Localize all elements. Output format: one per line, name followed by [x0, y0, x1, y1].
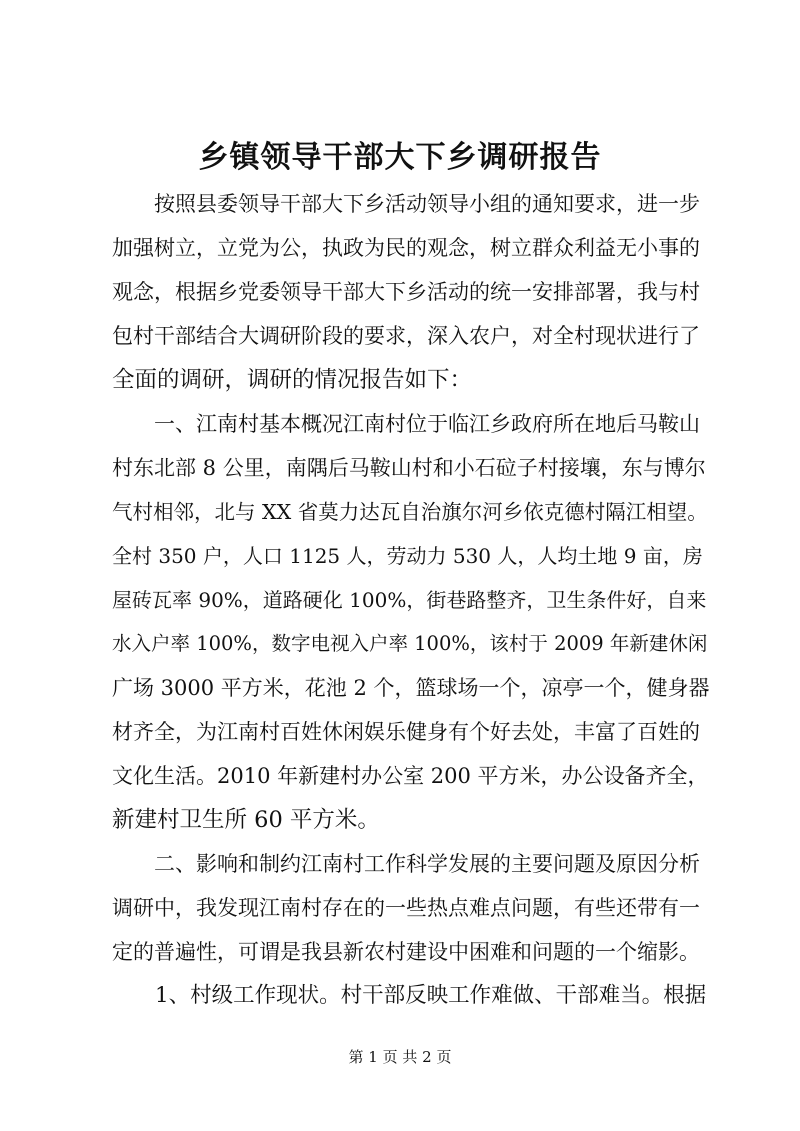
body-line: 二、影响和制约江南村工作科学发展的主要问题及原因分析 [112, 852, 700, 876]
body-line: 文化生活。2010 年新建村办公室 200 平方米，办公设备齐全， [112, 764, 709, 788]
document-title: 乡镇领导干部大下乡调研报告 [198, 140, 602, 175]
body-line: 新建村卫生所 60 平方米。 [112, 807, 380, 833]
body-line: 村东北部 8 公里，南隅后马鞍山村和小石砬子村接壤，东与博尔 [112, 456, 706, 480]
body-line: 包村干部结合大调研阶段的要求，深入农户，对全村现状进行了 [112, 324, 700, 348]
body-line: 1、村级工作现状。村干部反映工作难做、干部难当。根据 [112, 983, 707, 1008]
body-line: 水入户率 100%，数字电视入户率 100%，该村于 2009 年新建休闲 [112, 632, 708, 655]
body-line: 一、江南村基本概况江南村位于临江乡政府所在地后马鞍山 [112, 412, 700, 436]
body-line: 广场 3000 平方米，花池 2 个，篮球场一个，凉亭一个，健身器 [112, 676, 710, 700]
body-line: 观念，根据乡党委领导干部大下乡活动的统一安排部署，我与村 [112, 280, 700, 304]
body-line: 调研中，我发现江南村存在的一些热点难点问题，有些还带有一 [112, 896, 700, 920]
body-line: 定的普遍性，可谓是我县新农村建设中困难和问题的一个缩影。 [112, 940, 700, 964]
page-footer: 第 1 页 共 2 页 [348, 1048, 452, 1066]
body-line: 气村相邻，北与 XX 省莫力达瓦自治旗尔河乡依克德村隔江相望。 [112, 500, 708, 524]
body-line: 屋砖瓦率 90%，道路硬化 100%，街巷路整齐，卫生条件好，自来 [112, 588, 707, 612]
body-line: 全面的调研，调研的情况报告如下： [112, 367, 473, 393]
body-line: 全村 350 户，人口 1125 人，劳动力 530 人，人均土地 9 亩，房 [112, 544, 703, 568]
body-line: 加强树立，立党为公，执政为民的观念，树立群众利益无小事的 [112, 236, 700, 260]
body-line: 材齐全，为江南村百姓休闲娱乐健身有个好去处，丰富了百姓的 [112, 720, 700, 744]
body-line: 按照县委领导干部大下乡活动领导小组的通知要求，进一步 [112, 192, 700, 216]
